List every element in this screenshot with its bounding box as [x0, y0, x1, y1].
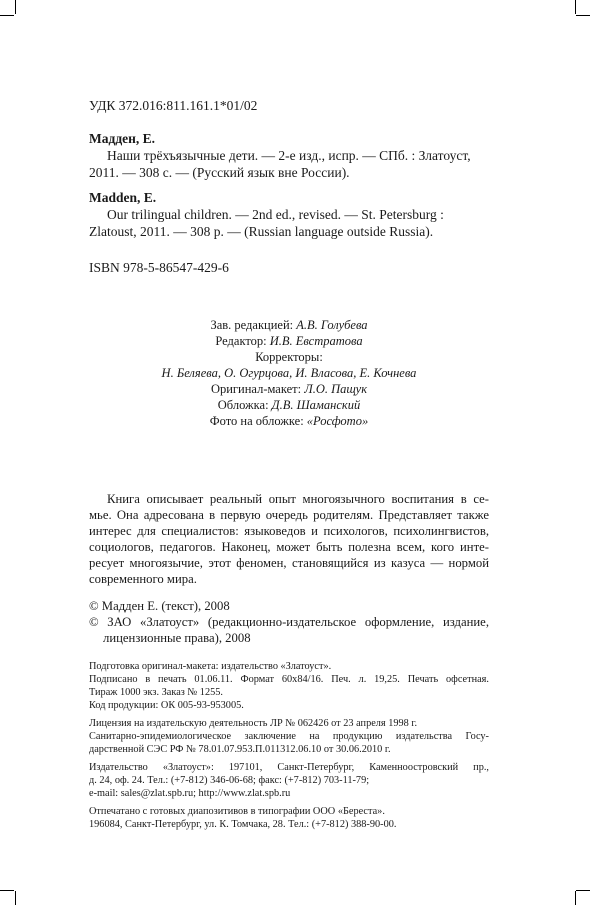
imprint: [89, 660, 489, 831]
imprint-sign-2: Тираж 1000 экз. Заказ № 1255.: [89, 687, 223, 698]
credit-photo-name: «Росфото»: [306, 414, 369, 428]
credit-editor-name: И.В. Евстратова: [269, 334, 363, 348]
en-author: Madden, E.: [89, 190, 157, 205]
credit-layout-name: Л.О. Пащук: [304, 382, 368, 396]
imprint-license: Лицензия на издательскую деятельность ЛР № 062426 от 23 апреля 1998 г.: [89, 718, 418, 729]
ru-entry: [89, 130, 489, 181]
credit-proof-names-text: Н. Беляева, О. Огурцова, И. Власова, Е. Кочнева: [161, 366, 417, 380]
en-entry: [89, 189, 489, 240]
crop-mark-bottom-left: [15, 891, 16, 905]
crop-mark-top-right: [575, 0, 576, 14]
imprint-prep: Подготовка оригинал-макета: издательство «Златоуст».: [89, 661, 332, 672]
crop-mark-top-left: [15, 0, 16, 14]
ru-line-1: Наши трёхъязычные дети. — 2-е изд., испр. — СПб. : Златоуст,: [107, 148, 471, 163]
copyright: [89, 598, 489, 646]
credit-head-name: А.В. Голубева: [296, 318, 368, 332]
credits: [89, 317, 489, 429]
isbn: ISBN 978-5-86547-429-6: [89, 260, 229, 275]
crop-mark-right-bottom: [576, 890, 590, 891]
copyright-line: лицензионные права), 2008: [103, 631, 251, 645]
imprint-publisher-2: д. 24, оф. 24. Тел.: (+7-812) 346-06-68; факс: (+7-812) 703-11-79;: [89, 775, 370, 786]
ru-line-2: 2011. — 308 с. — (Русский язык вне России).: [89, 165, 350, 180]
credit-head: [89, 317, 489, 333]
credit-layout-label: Оригинал-макет:: [210, 382, 305, 396]
imprint-code: Код продукции: ОК 005-93-953005.: [89, 700, 244, 711]
abstract-line: интерес для специалистов: языковедов и психологов, психолингвистов,: [89, 524, 489, 538]
crop-mark-left-bottom: [0, 890, 14, 891]
copyright-line: © Мадден Е. (текст), 2008: [89, 599, 230, 613]
crop-mark-right-top: [576, 15, 590, 16]
udk-line: УДК 372.016:811.161.1*01/02: [89, 98, 258, 113]
credit-editor: [89, 333, 489, 349]
credit-photo: [89, 413, 489, 429]
en-line-2: Zlatoust, 2011. — 308 p. — (Russian language outside Russia).: [89, 224, 434, 239]
imprint-publisher-1: Издательство «Златоуст»: 197101, Санкт-Петербург, Каменноостровский пр.,: [89, 762, 489, 773]
abstract-line: современного мира.: [89, 572, 197, 586]
copyright-line: © ЗАО «Златоуст» (редакционно-издательское оформление, издание,: [89, 615, 489, 629]
crop-mark-left-top: [0, 15, 14, 16]
ru-author: Мадден, Е.: [89, 131, 156, 146]
abstract-line: социологов, педагогов. Наконец, может быть полезна всем, кого инте-: [89, 540, 489, 554]
imprint-printer-1: Отпечатано с готовых диапозитивов в типографии ООО «Береста».: [89, 806, 385, 817]
imprint-sign-1: Подписано в печать 01.06.11. Формат 60x84/16. Печ. л. 19,25. Печать офсетная.: [89, 674, 489, 685]
abstract-line: Книга описывает реальный опыт многоязычного воспитания в се-: [107, 492, 489, 506]
credit-cover-name: Д.В. Шаманский: [271, 398, 361, 412]
credit-cover-label: Обложка:: [217, 398, 272, 412]
abstract: [89, 491, 489, 587]
abstract-line: мье. Она адресована в первую очередь родителям. Представляет также: [89, 508, 489, 522]
credit-proof-label: Корректоры:: [255, 350, 323, 364]
crop-mark-bottom-right: [575, 891, 576, 905]
imprint-printer-2: 196084, Санкт-Петербург, ул. К. Томчака, 28. Тел.: (+7-812) 388-90-00.: [89, 819, 397, 830]
abstract-line: ресует многоязычие, этот феномен, становящийся из казуса — нормой: [89, 556, 489, 570]
credit-proof-names: [89, 365, 489, 381]
en-line-1: Our trilingual children. — 2nd ed., revised. — St. Petersburg :: [107, 207, 444, 222]
imprint-sanitary-2: дарственной СЭС РФ № 78.01.07.953.П.011312.06.10 от 30.06.2010 г.: [89, 744, 391, 755]
credit-photo-label: Фото на обложке:: [209, 414, 307, 428]
credit-head-label: Зав. редакцией:: [210, 318, 297, 332]
imprint-publisher-3: e-mail: sales@zlat.spb.ru; http://www.zlat.spb.ru: [89, 788, 291, 799]
credit-editor-label: Редактор:: [215, 334, 270, 348]
imprint-sanitary-1: Санитарно-эпидемиологическое заключение на продукцию издательства Госу-: [89, 731, 489, 742]
credit-cover: [89, 397, 489, 413]
credit-layout: [89, 381, 489, 397]
